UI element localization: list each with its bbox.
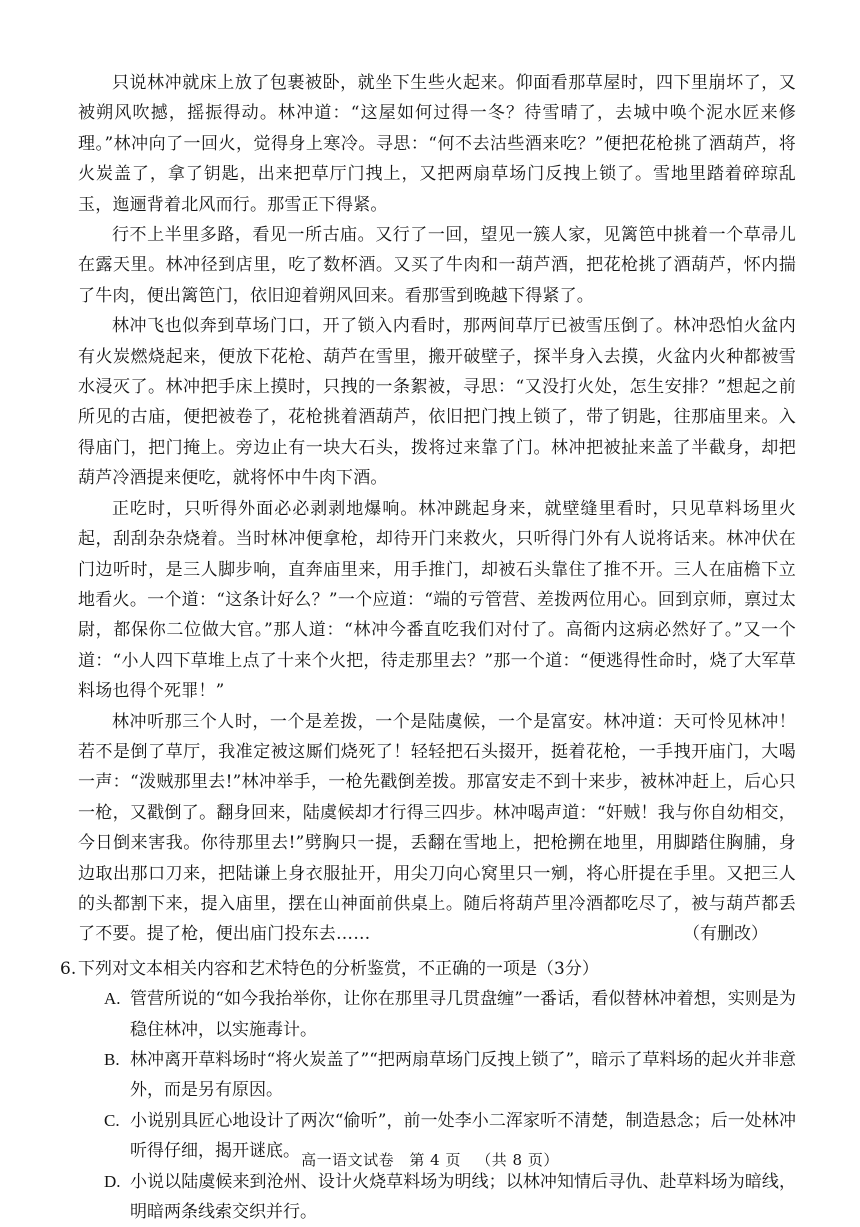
question-6 xyxy=(60,954,796,1227)
option-text: 管营所说的“如今我抬举你，让你在那里寻几贯盘缠”一番话，看似替林冲着想，实则是为稳住林冲，以实施毒计。 xyxy=(130,989,796,1040)
passage-paragraph-3: 林冲飞也似奔到草场门口，开了锁入内看时，那两间草厅已被雪压倒了。林冲恐怕火盆内有火炭燃烧起来，便放下花枪、葫芦在雪里，搬开破壁子，探半身入去摸，火盆内火种都被雪水浸灭了。林冲把手床上摸时，只拽的一条絮被，寻思：“又没打火处，怎生安排？”想起之前所见的古庙，便把被卷了，花枪挑着酒葫芦，依旧把门拽上锁了，带了钥匙，往那庙里来。入得庙门，把门掩上。旁边止有一块大石头，拨将过来靠了门。林冲把被扯来盖了半截身，却把葫芦冷酒提来便吃，就将怀中牛肉下酒。 xyxy=(78,316,796,489)
exam-page xyxy=(60,68,796,1227)
question-stem xyxy=(60,954,796,984)
option-b[interactable] xyxy=(104,1045,796,1106)
exam-name: 高一语文试卷 xyxy=(301,1151,395,1169)
option-letter: C. xyxy=(104,1110,120,1130)
page-footer xyxy=(0,1149,860,1170)
option-letter: A. xyxy=(104,989,121,1009)
reading-passage xyxy=(78,68,796,950)
option-text: 小说别具匠心地设计了两次“偷听”，前一处李小二浑家听不清楚，制造悬念；后一处林冲听得仔细，揭开谜底。 xyxy=(130,1110,796,1162)
option-letter: B. xyxy=(104,1050,120,1070)
option-letter: D. xyxy=(104,1171,121,1191)
page-number: 第 4 页 xyxy=(409,1151,461,1169)
passage-paragraph-2: 行不上半里多路，看见一所古庙。又行了一回，望见一簇人家，见篱笆中挑着一个草帚儿在露天里。林冲径到店里，吃了数杯酒。又买了牛肉和一葫芦酒，把花枪挑了酒葫芦，怀内揣了牛肉，便出篱笆门，依旧迎着朔风回来。看那雪到晚越下得紧了。 xyxy=(78,225,796,306)
passage-paragraph-1: 只说林冲就床上放了包裹被卧，就坐下生些火起来。仰面看那草屋时，四下里崩坏了，又被朔风吹撼，摇振得动。林冲道：“这屋如何过得一冬？待雪晴了，去城中唤个泥水匠来修理。”林冲向了一回火，觉得身上寒冷。寻思：“何不去沽些酒来吃？”便把花枪挑了酒葫芦，将火炭盖了，拿了钥匙，出来把草厅门拽上，又把两扇草场门反拽上锁了。雪地里踏着碎琼乱玉，迤逦背着北风而行。那雪正下得紧。 xyxy=(78,73,796,215)
passage-paragraph-4: 正吃时，只听得外面必必剥剥地爆响。林冲跳起身来，就壁缝里看时，只见草料场里火起，刮刮杂杂烧着。当时林冲便拿枪，却待开门来救火，只听得门外有人说将话来。林冲伏在门边听时，是三人脚步响，直奔庙里来，用手推门，却被石头靠住了推不开。三人在庙檐下立地看火。一个道：“这条计好么？”一个应道：“端的亏管营、差拨两位用心。回到京师，禀过太尉，都保你二位做大官。”那人道：“林冲今番直吃我们对付了。高衙内这病必然好了。”又一个道：“小人四下草堆上点了十来个火把，待走那里去？”那一个道：“便逃得性命时，烧了大军草料场也得个死罪！” xyxy=(78,498,796,702)
option-text: 小说以陆虞候来到沧州、设计火烧草料场为明线；以林冲知情后寻仇、赴草料场为暗线，明暗两条线索交织并行。 xyxy=(130,1171,796,1223)
option-text: 林冲离开草料场时“将火炭盖了”“把两扇草场门反拽上锁了”，暗示了草料场的起火并非意外，而是另有原因。 xyxy=(130,1050,796,1101)
total-pages: （共 8 页） xyxy=(476,1151,559,1169)
option-a[interactable] xyxy=(104,984,796,1045)
passage-paragraph-5: 林冲听那三个人时，一个是差拨，一个是陆虞候，一个是富安。林冲道：天可怜见林冲！若不是倒了草厅，我准定被这厮们烧死了！轻轻把石头掇开，挺着花枪，一手拽开庙门，大喝一声：“泼贼那里去!”林冲举手，一枪先戳倒差拨。那富安走不到十来步，被林冲赶上，后心只一枪，又戳倒了。翻身回来，陆虞候却才行得三四步。林冲喝声道：“奸贼！我与你自幼相交，今日倒来害我。你待那里去!”劈胸只一提，丢翻在雪地上，把枪搠在地里，用脚踏住胸脯，身边取出那口刀来，把陆谦上身衣服扯开，用尖刀向心窝里只一剜，将心肝提在手里。又把三人的头都割下来，提入庙里，摆在山神面前供桌上。随后将葫芦里冷酒都吃尽了，被与葫芦都丢了不要。提了枪，便出庙门投东去…… xyxy=(78,711,796,945)
question-number: 6. xyxy=(60,958,77,979)
question-stem-text: 下列对文本相关内容和艺术特色的分析鉴赏，不正确的一项是（3分） xyxy=(78,958,599,979)
option-d[interactable] xyxy=(104,1167,796,1227)
source-note: （有删改） xyxy=(683,924,768,945)
